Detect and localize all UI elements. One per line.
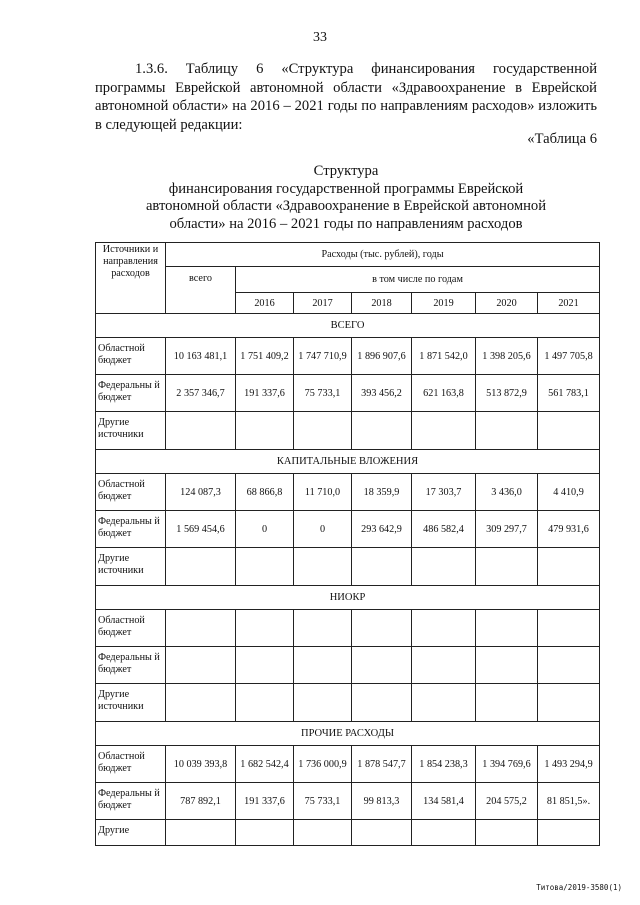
cell-value: [538, 548, 600, 586]
row-label: Другие источники: [96, 412, 166, 450]
cell-value: [476, 610, 538, 647]
cell-value: 11 710,0: [294, 474, 352, 511]
cell-value: [352, 610, 412, 647]
cell-value: 75 733,1: [294, 783, 352, 820]
cell-total: 10 039 393,8: [166, 746, 236, 783]
cell-value: [236, 610, 294, 647]
cell-value: 1 493 294,9: [538, 746, 600, 783]
cell-value: [236, 548, 294, 586]
page-number: 33: [313, 30, 327, 45]
header-year: 2018: [352, 293, 412, 314]
table-row: [96, 338, 600, 375]
row-label: Областной бюджет: [96, 474, 166, 511]
cell-value: 1 394 769,6: [476, 746, 538, 783]
intro-text: 1.3.6. Таблицу 6 «Структура финансирования государственной программы Еврейской автономной области «Здравоохранение в Еврейской автономной области» на 2016 – 2021 годы по направлениям расходов» изложить в следующей редакции:: [95, 61, 597, 133]
cell-value: 191 337,6: [236, 783, 294, 820]
intro-paragraph: [95, 60, 597, 134]
cell-value: [412, 548, 476, 586]
row-label: Другие источники: [96, 684, 166, 722]
cell-value: [236, 647, 294, 684]
row-label: Федеральны й бюджет: [96, 375, 166, 412]
table-row: [96, 610, 600, 647]
table-reference: «Таблица 6: [527, 131, 597, 147]
cell-value: [294, 412, 352, 450]
cell-value: [352, 684, 412, 722]
cell-value: [294, 647, 352, 684]
cell-value: 0: [294, 511, 352, 548]
cell-value: [476, 647, 538, 684]
cell-value: [352, 412, 412, 450]
cell-value: 3 436,0: [476, 474, 538, 511]
cell-value: [352, 820, 412, 846]
cell-value: 191 337,6: [236, 375, 294, 412]
cell-value: 309 297,7: [476, 511, 538, 548]
row-label: Федеральны й бюджет: [96, 647, 166, 684]
table-row: [96, 783, 600, 820]
table-row: [96, 684, 600, 722]
row-label: Областной бюджет: [96, 610, 166, 647]
row-label: Федеральны й бюджет: [96, 783, 166, 820]
cell-value: 486 582,4: [412, 511, 476, 548]
cell-value: [236, 684, 294, 722]
cell-value: 293 642,9: [352, 511, 412, 548]
row-label: Областной бюджет: [96, 746, 166, 783]
section-title: КАПИТАЛЬНЫЕ ВЛОЖЕНИЯ: [96, 450, 600, 474]
table-row: [96, 474, 600, 511]
cell-value: [352, 647, 412, 684]
cell-value: [412, 820, 476, 846]
table-caption: [95, 163, 597, 233]
cell-value: [476, 820, 538, 846]
caption-line: Структура: [313, 163, 379, 179]
caption-line: финансирования государственной программы Еврейской: [168, 180, 524, 197]
cell-value: [538, 684, 600, 722]
cell-value: 18 359,9: [352, 474, 412, 511]
cell-total: [166, 548, 236, 586]
cell-value: [538, 647, 600, 684]
cell-value: 4 410,9: [538, 474, 600, 511]
cell-value: 479 931,6: [538, 511, 600, 548]
caption-line: автономной области «Здравоохранение в Еврейской автономной: [145, 198, 547, 214]
cell-value: 134 581,4: [412, 783, 476, 820]
cell-value: 81 851,5».: [538, 783, 600, 820]
cell-total: 10 163 481,1: [166, 338, 236, 375]
table-row: [96, 647, 600, 684]
cell-total: 124 087,3: [166, 474, 236, 511]
cell-value: 1 751 409,2: [236, 338, 294, 375]
cell-value: 1 747 710,9: [294, 338, 352, 375]
row-label: Федеральны й бюджет: [96, 511, 166, 548]
row-label: Областной бюджет: [96, 338, 166, 375]
table-row: [96, 548, 600, 586]
cell-value: [294, 684, 352, 722]
cell-value: 1 896 907,6: [352, 338, 412, 375]
cell-total: [166, 412, 236, 450]
cell-value: 1 497 705,8: [538, 338, 600, 375]
cell-value: 68 866,8: [236, 474, 294, 511]
cell-value: [294, 548, 352, 586]
cell-value: 1 736 000,9: [294, 746, 352, 783]
section-title: ПРОЧИЕ РАСХОДЫ: [96, 722, 600, 746]
section-title: ВСЕГО: [96, 314, 600, 338]
cell-value: [352, 548, 412, 586]
cell-value: [476, 684, 538, 722]
cell-total: [166, 610, 236, 647]
header-by-year: в том числе по годам: [236, 267, 600, 293]
cell-total: 787 892,1: [166, 783, 236, 820]
footer-code: Титова/2019-3580(1): [536, 883, 622, 892]
header-source: Источники и направления расходов: [96, 243, 166, 314]
cell-value: 1 854 238,3: [412, 746, 476, 783]
header-total: всего: [166, 267, 236, 314]
table-row: [96, 412, 600, 450]
cell-value: 1 871 542,0: [412, 338, 476, 375]
cell-value: 204 575,2: [476, 783, 538, 820]
cell-value: 99 813,3: [352, 783, 412, 820]
header-year: 2017: [294, 293, 352, 314]
row-label: Другие: [96, 820, 166, 846]
cell-total: 1 569 454,6: [166, 511, 236, 548]
financing-table: [95, 242, 600, 846]
table-row: [96, 375, 600, 412]
cell-value: 621 163,8: [412, 375, 476, 412]
table-row: [96, 820, 600, 846]
table-row: [96, 746, 600, 783]
cell-value: 17 303,7: [412, 474, 476, 511]
header-year: 2016: [236, 293, 294, 314]
cell-value: [412, 684, 476, 722]
caption-line: области» на 2016 – 2021 годы по направлениям расходов: [169, 215, 523, 232]
cell-value: [538, 412, 600, 450]
cell-total: [166, 684, 236, 722]
cell-value: 75 733,1: [294, 375, 352, 412]
cell-total: [166, 647, 236, 684]
cell-value: [294, 820, 352, 846]
cell-value: 1 682 542,4: [236, 746, 294, 783]
cell-total: 2 357 346,7: [166, 375, 236, 412]
section-title: НИОКР: [96, 586, 600, 610]
cell-value: [236, 412, 294, 450]
cell-total: [166, 820, 236, 846]
cell-value: 561 783,1: [538, 375, 600, 412]
table-row: [96, 511, 600, 548]
header-year: 2021: [538, 293, 600, 314]
cell-value: 393 456,2: [352, 375, 412, 412]
cell-value: [294, 610, 352, 647]
header-expenses: Расходы (тыс. рублей), годы: [166, 243, 600, 267]
cell-value: 0: [236, 511, 294, 548]
cell-value: [412, 610, 476, 647]
cell-value: 1 398 205,6: [476, 338, 538, 375]
cell-value: [476, 412, 538, 450]
cell-value: 1 878 547,7: [352, 746, 412, 783]
cell-value: [412, 412, 476, 450]
cell-value: [236, 820, 294, 846]
cell-value: [476, 548, 538, 586]
cell-value: [538, 820, 600, 846]
header-year: 2020: [476, 293, 538, 314]
header-year: 2019: [412, 293, 476, 314]
cell-value: [538, 610, 600, 647]
cell-value: [412, 647, 476, 684]
cell-value: 513 872,9: [476, 375, 538, 412]
row-label: Другие источники: [96, 548, 166, 586]
